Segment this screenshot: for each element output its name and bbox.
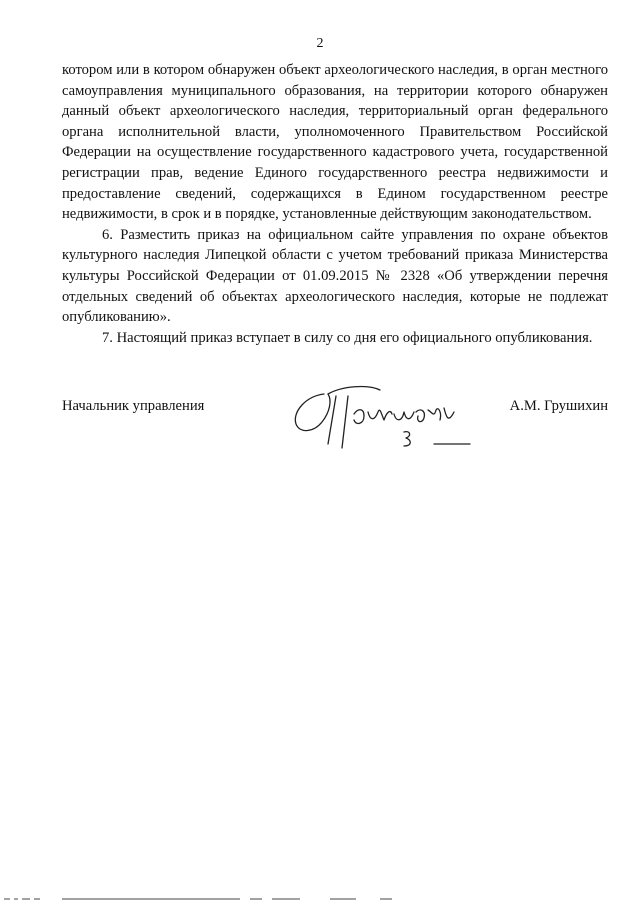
scan-edge-marks <box>0 894 640 904</box>
signatory-name: А.М. Грушихин <box>509 398 608 414</box>
page-number: 2 <box>316 36 324 51</box>
signatory-position: Начальник управления <box>62 398 205 414</box>
handwritten-signature <box>284 372 484 462</box>
document-body <box>62 60 608 348</box>
signature-block <box>62 398 608 478</box>
paragraph-item-7: 7. Настоящий приказ вступает в силу со дня его официального опубликования. <box>102 329 593 346</box>
paragraph-item-6: 6. Разместить приказ на официальном сайте управления по охране объектов культурного наследия Липецкой области с учетом требований приказа Министерства культуры Российской Федерации от 01.09.2015 № 2328 «Об утверждении перечня отдельных сведений об объектах археологического наследия, которые не подлежат опубликованию». <box>62 226 608 326</box>
paragraph-continuation: котором или в котором обнаружен объект археологического наследия, в орган местного самоуправления муниципального образования, на территории которого обнаружен данный объект археологического наследия, территориальный орган федерального органа исполнительной власти, уполномоченного Правительством Российской Федерации на осуществление государственного кадастрового учета, государственной регистрации прав, ведение Единого государственного реестра недвижимости и предоставление сведений, содержащихся в Едином государственном реестре недвижимости, в срок и в порядке, установленные действующим законодательством. <box>62 62 608 223</box>
